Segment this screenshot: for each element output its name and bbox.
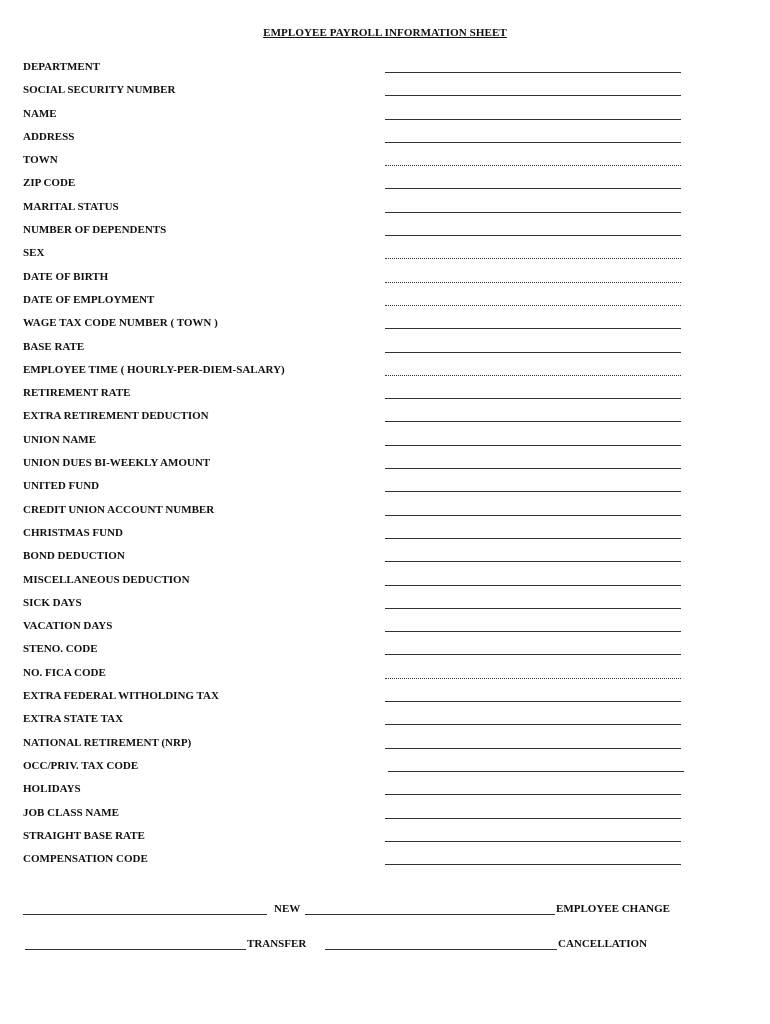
field-label: EMPLOYEE TIME ( HOURLY-PER-DIEM-SALARY): [23, 363, 285, 376]
field-row-miscellaneous-deduction: [23, 574, 703, 597]
field-blank-line-town[interactable]: [385, 165, 681, 166]
field-label: NATIONAL RETIREMENT (NRP): [23, 736, 192, 749]
field-row-date-of-employment: [23, 294, 703, 317]
field-blank-line-extra-retirement-deduction[interactable]: [385, 421, 681, 422]
field-blank-line-date-of-employment[interactable]: [385, 305, 681, 306]
transfer-label: TRANSFER: [247, 938, 307, 950]
field-label: MISCELLANEOUS DEDUCTION: [23, 573, 190, 586]
field-blank-line-national-retirement-nrp[interactable]: [385, 748, 681, 749]
field-row-national-retirement-nrp: [23, 737, 703, 760]
field-label: SOCIAL SECURITY NUMBER: [23, 84, 176, 97]
field-label: SEX: [23, 247, 45, 260]
transfer-blank-line[interactable]: [25, 949, 246, 950]
field-label: UNITED FUND: [23, 480, 100, 493]
field-label: DATE OF EMPLOYMENT: [23, 293, 155, 306]
field-row-base-rate: [23, 341, 703, 364]
field-row-employee-time-hourly-per-diem-salary: [23, 364, 703, 387]
field-blank-line-social-security-number[interactable]: [385, 95, 681, 96]
field-blank-line-credit-union-account-number[interactable]: [385, 515, 681, 516]
cancellation-label: CANCELLATION: [558, 938, 648, 950]
field-label: SICK DAYS: [23, 596, 82, 609]
field-row-town: [23, 154, 703, 177]
field-blank-line-department[interactable]: [385, 72, 681, 73]
field-blank-line-sex[interactable]: [385, 258, 681, 259]
new-blank-line[interactable]: [23, 914, 267, 915]
field-row-occ-priv-tax-code: [23, 760, 703, 783]
page-title: EMPLOYEE PAYROLL INFORMATION SHEET: [263, 27, 507, 39]
field-blank-line-straight-base-rate[interactable]: [385, 841, 681, 842]
employee-change-label: EMPLOYEE CHANGE: [556, 903, 670, 915]
field-label: OCC/PRIV. TAX CODE: [23, 759, 139, 772]
field-blank-line-union-dues-bi-weekly-amount[interactable]: [385, 468, 681, 469]
field-row-number-of-dependents: [23, 224, 703, 247]
field-row-holidays: [23, 783, 703, 806]
field-row-straight-base-rate: [23, 830, 703, 853]
field-label: COMPENSATION CODE: [23, 853, 148, 866]
field-row-sex: [23, 247, 703, 270]
field-row-united-fund: [23, 480, 703, 503]
field-blank-line-job-class-name[interactable]: [385, 818, 681, 819]
employee-change-blank-line[interactable]: [305, 914, 555, 915]
field-row-christmas-fund: [23, 527, 703, 550]
cancellation-blank-line[interactable]: [325, 949, 557, 950]
field-blank-line-base-rate[interactable]: [385, 352, 681, 353]
field-label: EXTRA FEDERAL WITHOLDING TAX: [23, 690, 219, 703]
field-blank-line-retirement-rate[interactable]: [385, 398, 681, 399]
field-label: ADDRESS: [23, 130, 75, 143]
new-label: NEW: [274, 903, 301, 915]
field-blank-line-number-of-dependents[interactable]: [385, 235, 681, 236]
field-blank-line-sick-days[interactable]: [385, 608, 681, 609]
field-blank-line-name[interactable]: [385, 119, 681, 120]
field-label: EXTRA STATE TAX: [23, 713, 124, 726]
field-label: JOB CLASS NAME: [23, 806, 119, 819]
field-row-name: [23, 108, 703, 131]
field-label: UNION NAME: [23, 433, 97, 446]
field-row-marital-status: [23, 201, 703, 224]
field-row-address: [23, 131, 703, 154]
field-label: NUMBER OF DEPENDENTS: [23, 224, 167, 237]
field-label: RETIREMENT RATE: [23, 387, 131, 400]
field-blank-line-marital-status[interactable]: [385, 212, 681, 213]
field-label: VACATION DAYS: [23, 620, 113, 633]
field-row-vacation-days: [23, 620, 703, 643]
field-label: BASE RATE: [23, 340, 85, 353]
field-row-date-of-birth: [23, 271, 703, 294]
field-label: BOND DEDUCTION: [23, 550, 125, 563]
field-label: STENO. CODE: [23, 643, 98, 656]
field-label: HOLIDAYS: [23, 783, 81, 796]
field-row-bond-deduction: [23, 550, 703, 573]
field-row-union-name: [23, 434, 703, 457]
field-row-steno-code: [23, 643, 703, 666]
field-label: WAGE TAX CODE NUMBER ( TOWN ): [23, 317, 218, 330]
field-row-social-security-number: [23, 84, 703, 107]
field-blank-line-wage-tax-code-number-town[interactable]: [385, 328, 681, 329]
field-row-sick-days: [23, 597, 703, 620]
field-blank-line-extra-state-tax[interactable]: [385, 724, 681, 725]
field-blank-line-bond-deduction[interactable]: [385, 561, 681, 562]
field-blank-line-christmas-fund[interactable]: [385, 538, 681, 539]
field-blank-line-employee-time-hourly-per-diem-salary[interactable]: [385, 375, 681, 376]
field-blank-line-zip-code[interactable]: [385, 188, 681, 189]
field-blank-line-address[interactable]: [385, 142, 681, 143]
footer-row-new: [0, 903, 770, 919]
field-row-retirement-rate: [23, 387, 703, 410]
field-row-department: [23, 61, 703, 84]
field-label: MARITAL STATUS: [23, 200, 119, 213]
field-blank-line-date-of-birth[interactable]: [385, 282, 681, 283]
field-label: ZIP CODE: [23, 177, 76, 190]
field-row-job-class-name: [23, 807, 703, 830]
field-blank-line-compensation-code[interactable]: [385, 864, 681, 865]
field-blank-line-no-fica-code[interactable]: [385, 678, 681, 679]
field-label: NO. FICA CODE: [23, 666, 106, 679]
field-label: TOWN: [23, 154, 58, 167]
field-label: NAME: [23, 107, 57, 120]
field-row-compensation-code: [23, 853, 703, 876]
field-label: UNION DUES BI-WEEKLY AMOUNT: [23, 457, 211, 470]
field-row-union-dues-bi-weekly-amount: [23, 457, 703, 480]
field-row-credit-union-account-number: [23, 504, 703, 527]
field-label: CREDIT UNION ACCOUNT NUMBER: [23, 503, 215, 516]
field-label: EXTRA RETIREMENT DEDUCTION: [23, 410, 209, 423]
field-row-extra-retirement-deduction: [23, 410, 703, 433]
field-blank-line-union-name[interactable]: [385, 445, 681, 446]
field-blank-line-united-fund[interactable]: [385, 491, 681, 492]
footer-row-transfer: [0, 938, 770, 954]
field-row-wage-tax-code-number-town: [23, 317, 703, 340]
field-label: DATE OF BIRTH: [23, 270, 109, 283]
field-label: STRAIGHT BASE RATE: [23, 829, 145, 842]
field-row-extra-federal-witholding-tax: [23, 690, 703, 713]
field-blank-line-occ-priv-tax-code[interactable]: [388, 771, 684, 772]
field-label: CHRISTMAS FUND: [23, 526, 123, 539]
field-row-no-fica-code: [23, 667, 703, 690]
field-blank-line-steno-code[interactable]: [385, 654, 681, 655]
payroll-fields: [23, 61, 703, 876]
field-blank-line-extra-federal-witholding-tax[interactable]: [385, 701, 681, 702]
field-blank-line-vacation-days[interactable]: [385, 631, 681, 632]
field-blank-line-holidays[interactable]: [385, 794, 681, 795]
field-blank-line-miscellaneous-deduction[interactable]: [385, 585, 681, 586]
field-row-extra-state-tax: [23, 713, 703, 736]
field-label: DEPARTMENT: [23, 61, 101, 73]
field-row-zip-code: [23, 177, 703, 200]
